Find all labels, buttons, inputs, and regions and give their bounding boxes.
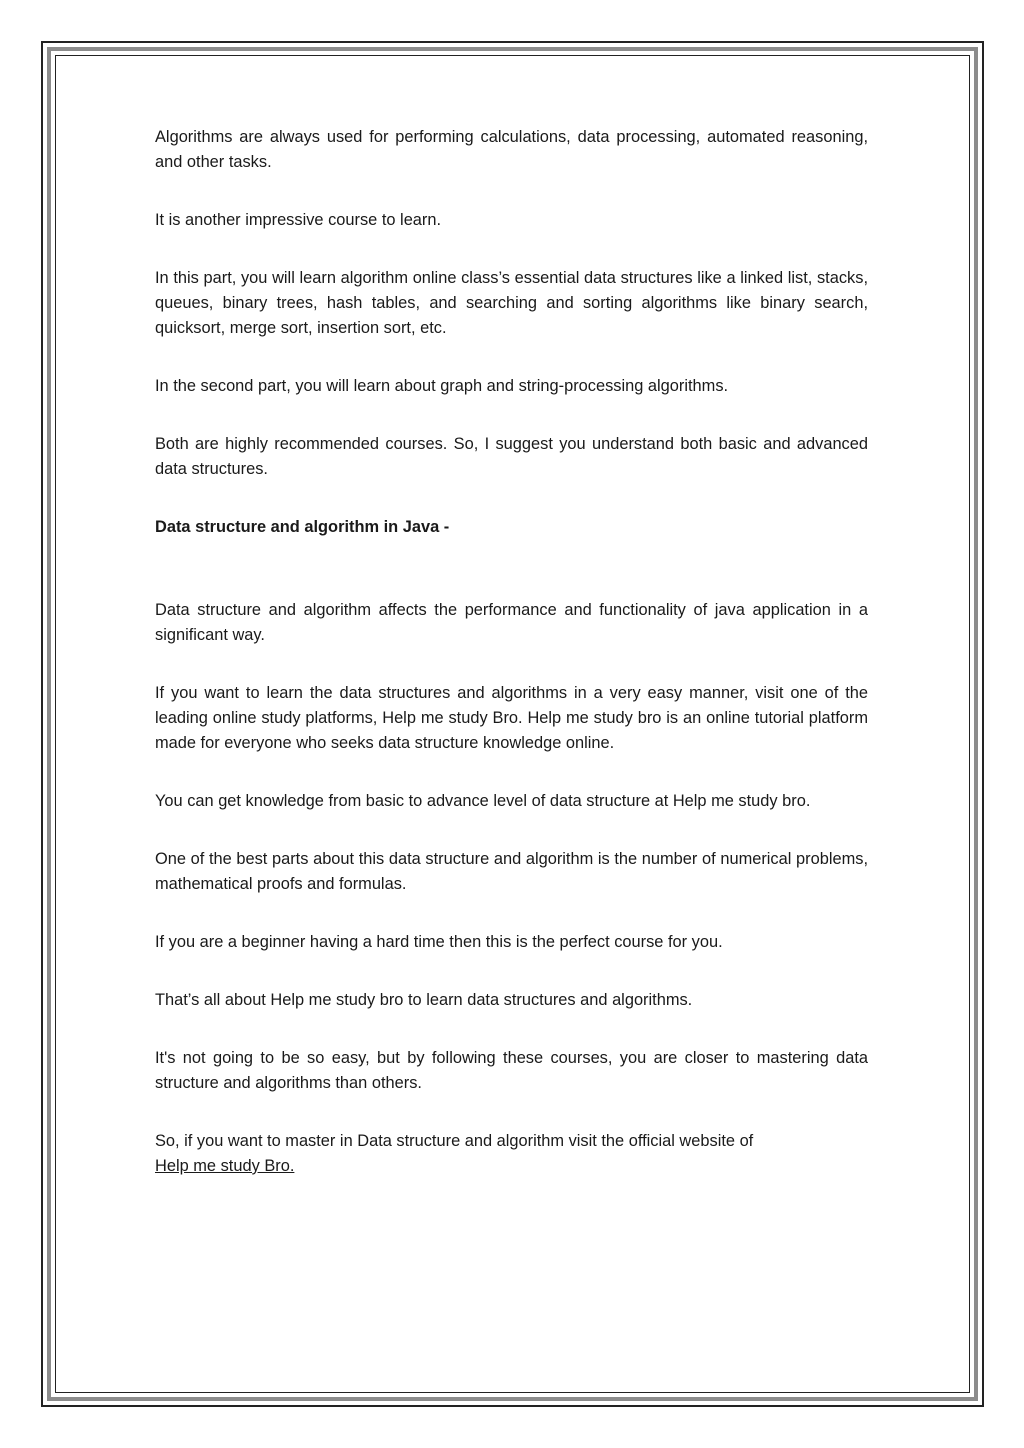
section-heading: Data structure and algorithm in Java - [155,518,450,536]
paragraph: In the second part, you will learn about graph and string-processing algorithms. [155,377,729,395]
paragraph: If you want to learn the data structures and algorithms in a very easy manner, visit one of the leading online study platforms, Help me study Bro. Help me study bro is an online tutorial platform made for everyone who seeks data structure knowledge online. [155,684,868,752]
paragraph: If you are a beginner having a hard time then this is the perfect course for you. [155,933,723,951]
paragraph: Data structure and algorithm affects the performance and functionality of java application in a significant way. [155,601,868,644]
closing-text: So, if you want to master in Data structure and algorithm visit the official website of [155,1132,754,1150]
paragraph: It is another impressive course to learn. [155,211,442,229]
closing-paragraph [155,1129,868,1179]
paragraph: One of the best parts about this data structure and algorithm is the number of numerical problems, mathematical proofs and formulas. [155,850,868,893]
paragraph: Algorithms are always used for performing calculations, data processing, automated reasoning, and other tasks. [155,128,868,171]
paragraph: In this part, you will learn algorithm online class’s essential data structures like a linked list, stacks, queues, binary trees, hash tables, and searching and sorting algorithms like binary search, quicksort, merge sort, insertion sort, etc. [155,269,868,337]
paragraph: Both are highly recommended courses. So, I suggest you understand both basic and advanced data structures. [155,435,868,478]
paragraph: That’s all about Help me study bro to learn data structures and algorithms. [155,991,693,1009]
paragraph: It's not going to be so easy, but by following these courses, you are closer to mastering data structure and algorithms than others. [155,1049,868,1092]
paragraph: You can get knowledge from basic to advance level of data structure at Help me study bro. [155,792,811,810]
website-link[interactable]: Help me study Bro. [155,1157,295,1175]
document-body [155,125,868,1212]
